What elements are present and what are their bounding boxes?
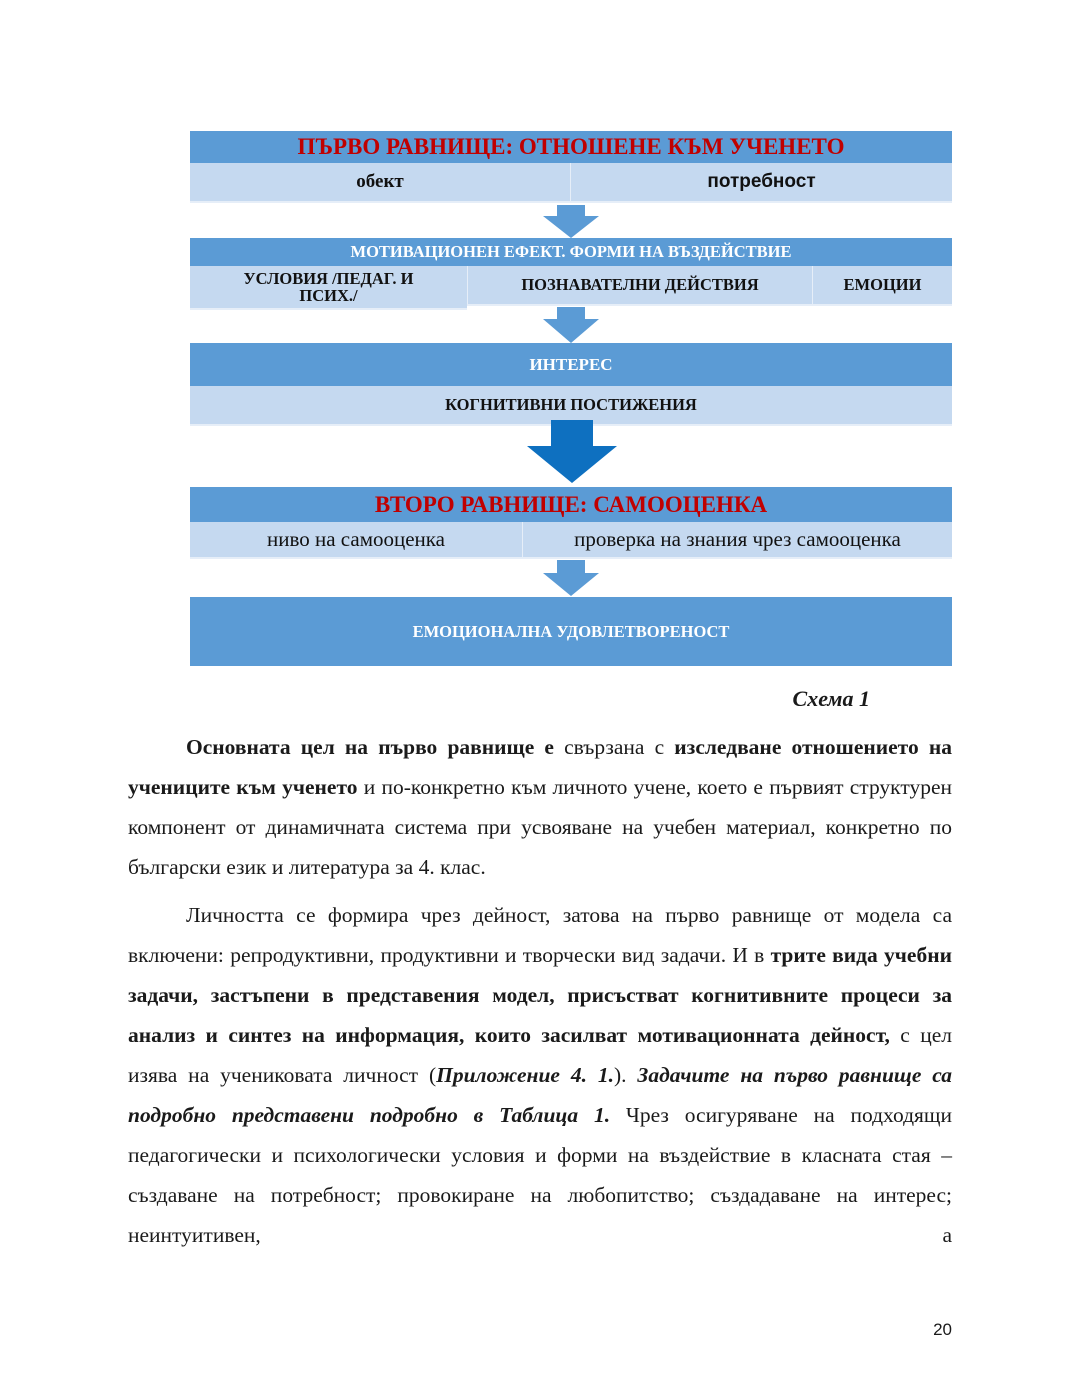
down-arrow-1-icon (543, 205, 599, 238)
emotional-satisfaction-label: ЕМОЦИОНАЛНА УДОВЛЕТВОРЕНОСТ (412, 621, 730, 641)
p1-bold-1: Основната цел на първо равнище е (186, 735, 554, 759)
p2-text-2: с цел изява на учениковата личност ( (128, 1023, 952, 1087)
level1-object-label: обект (356, 171, 404, 192)
effect-conditions-label: УСЛОВИЯ /ПЕДАГ. И ПСИХ./ (243, 269, 414, 305)
self-assessment-level-label: ниво на самооценка (267, 527, 445, 551)
emotional-satisfaction-bar (190, 597, 952, 666)
level1-need-label: потребност (707, 171, 816, 192)
p2-text-3: ). (613, 1063, 627, 1087)
level1-need-cell (571, 163, 952, 203)
effect-title: МОТИВАЦИОНЕН ЕФЕКТ. ФОРМИ НА ВЪЗДЕЙСТВИЕ (350, 242, 792, 261)
effect-cognitive-actions-label: ПОЗНАВАТЕЛНИ ДЕЙСТВИЯ (521, 275, 759, 294)
level1-title-bar (190, 131, 952, 163)
p1-bold-2: изследване отношението на учениците към ученето (128, 735, 952, 799)
p1-text-2: и по-конкретно към личното учене, което е първият структурен компонент от динамичната система при усвояване на учебен материал, конкретно по български език и литература за 4. клас. (128, 775, 953, 879)
level2-title: ВТОРО РАВНИЩЕ: САМООЦЕНКА (374, 491, 768, 517)
paragraph-1 (128, 727, 952, 887)
interest-title: ИНТЕРЕС (529, 354, 613, 374)
down-arrow-4-icon (543, 560, 599, 596)
effect-emotions-label: ЕМОЦИИ (843, 275, 922, 294)
knowledge-check-cell (522, 522, 952, 559)
p2-text-4: Чрез осигуряване на подходящи педагогически и психологически условия и форми на въздействие в класната стая – създаване на потребност; провокиране на любопитство; създадаване на интерес; неинтуитивен, а (128, 1103, 952, 1247)
scheme-caption: Схема 1 (792, 686, 870, 711)
down-arrow-3-icon (527, 420, 617, 483)
effect-emotions-cell (813, 266, 952, 306)
level1-object-cell (190, 163, 571, 203)
cognitive-achievements-label: КОГНИТИВНИ ПОСТИЖЕНИЯ (445, 395, 697, 414)
p2-appendix-ref: Приложение 4. 1. (436, 1063, 614, 1087)
down-arrow-2-icon (543, 307, 599, 343)
page-number: 20 (933, 1320, 952, 1339)
level2-title-bar (190, 487, 952, 522)
p2-bold-1: трите вида учебни задачи, застъпени в представения модел, присъстват когнитивните процеси за анализ и синтез на информация, които засилват мотивационната дейност, (128, 943, 952, 1047)
effect-title-bar (190, 238, 952, 266)
level1-title: ПЪРВО РАВНИЩЕ: ОТНОШЕНЕ КЪМ УЧЕНЕТО (297, 134, 845, 159)
p1-text-1: свързана с (553, 735, 675, 759)
p2-table-ref: Задачите на първо равнище са подробно представени подробно в Таблица 1. (128, 1063, 952, 1127)
knowledge-check-label: проверка на знания чрез самооценка (574, 527, 901, 551)
paragraph-2 (128, 895, 952, 1255)
effect-conditions-cell (190, 266, 467, 310)
self-assessment-level-cell (190, 522, 522, 559)
p2-text-1: Личността се формира чрез дейност, затова на първо равнище от модела са включени: репродуктивни, продуктивни и творчески вид задачи. И в (128, 903, 952, 967)
interest-title-bar (190, 343, 952, 386)
effect-cognitive-actions-cell (467, 266, 813, 306)
